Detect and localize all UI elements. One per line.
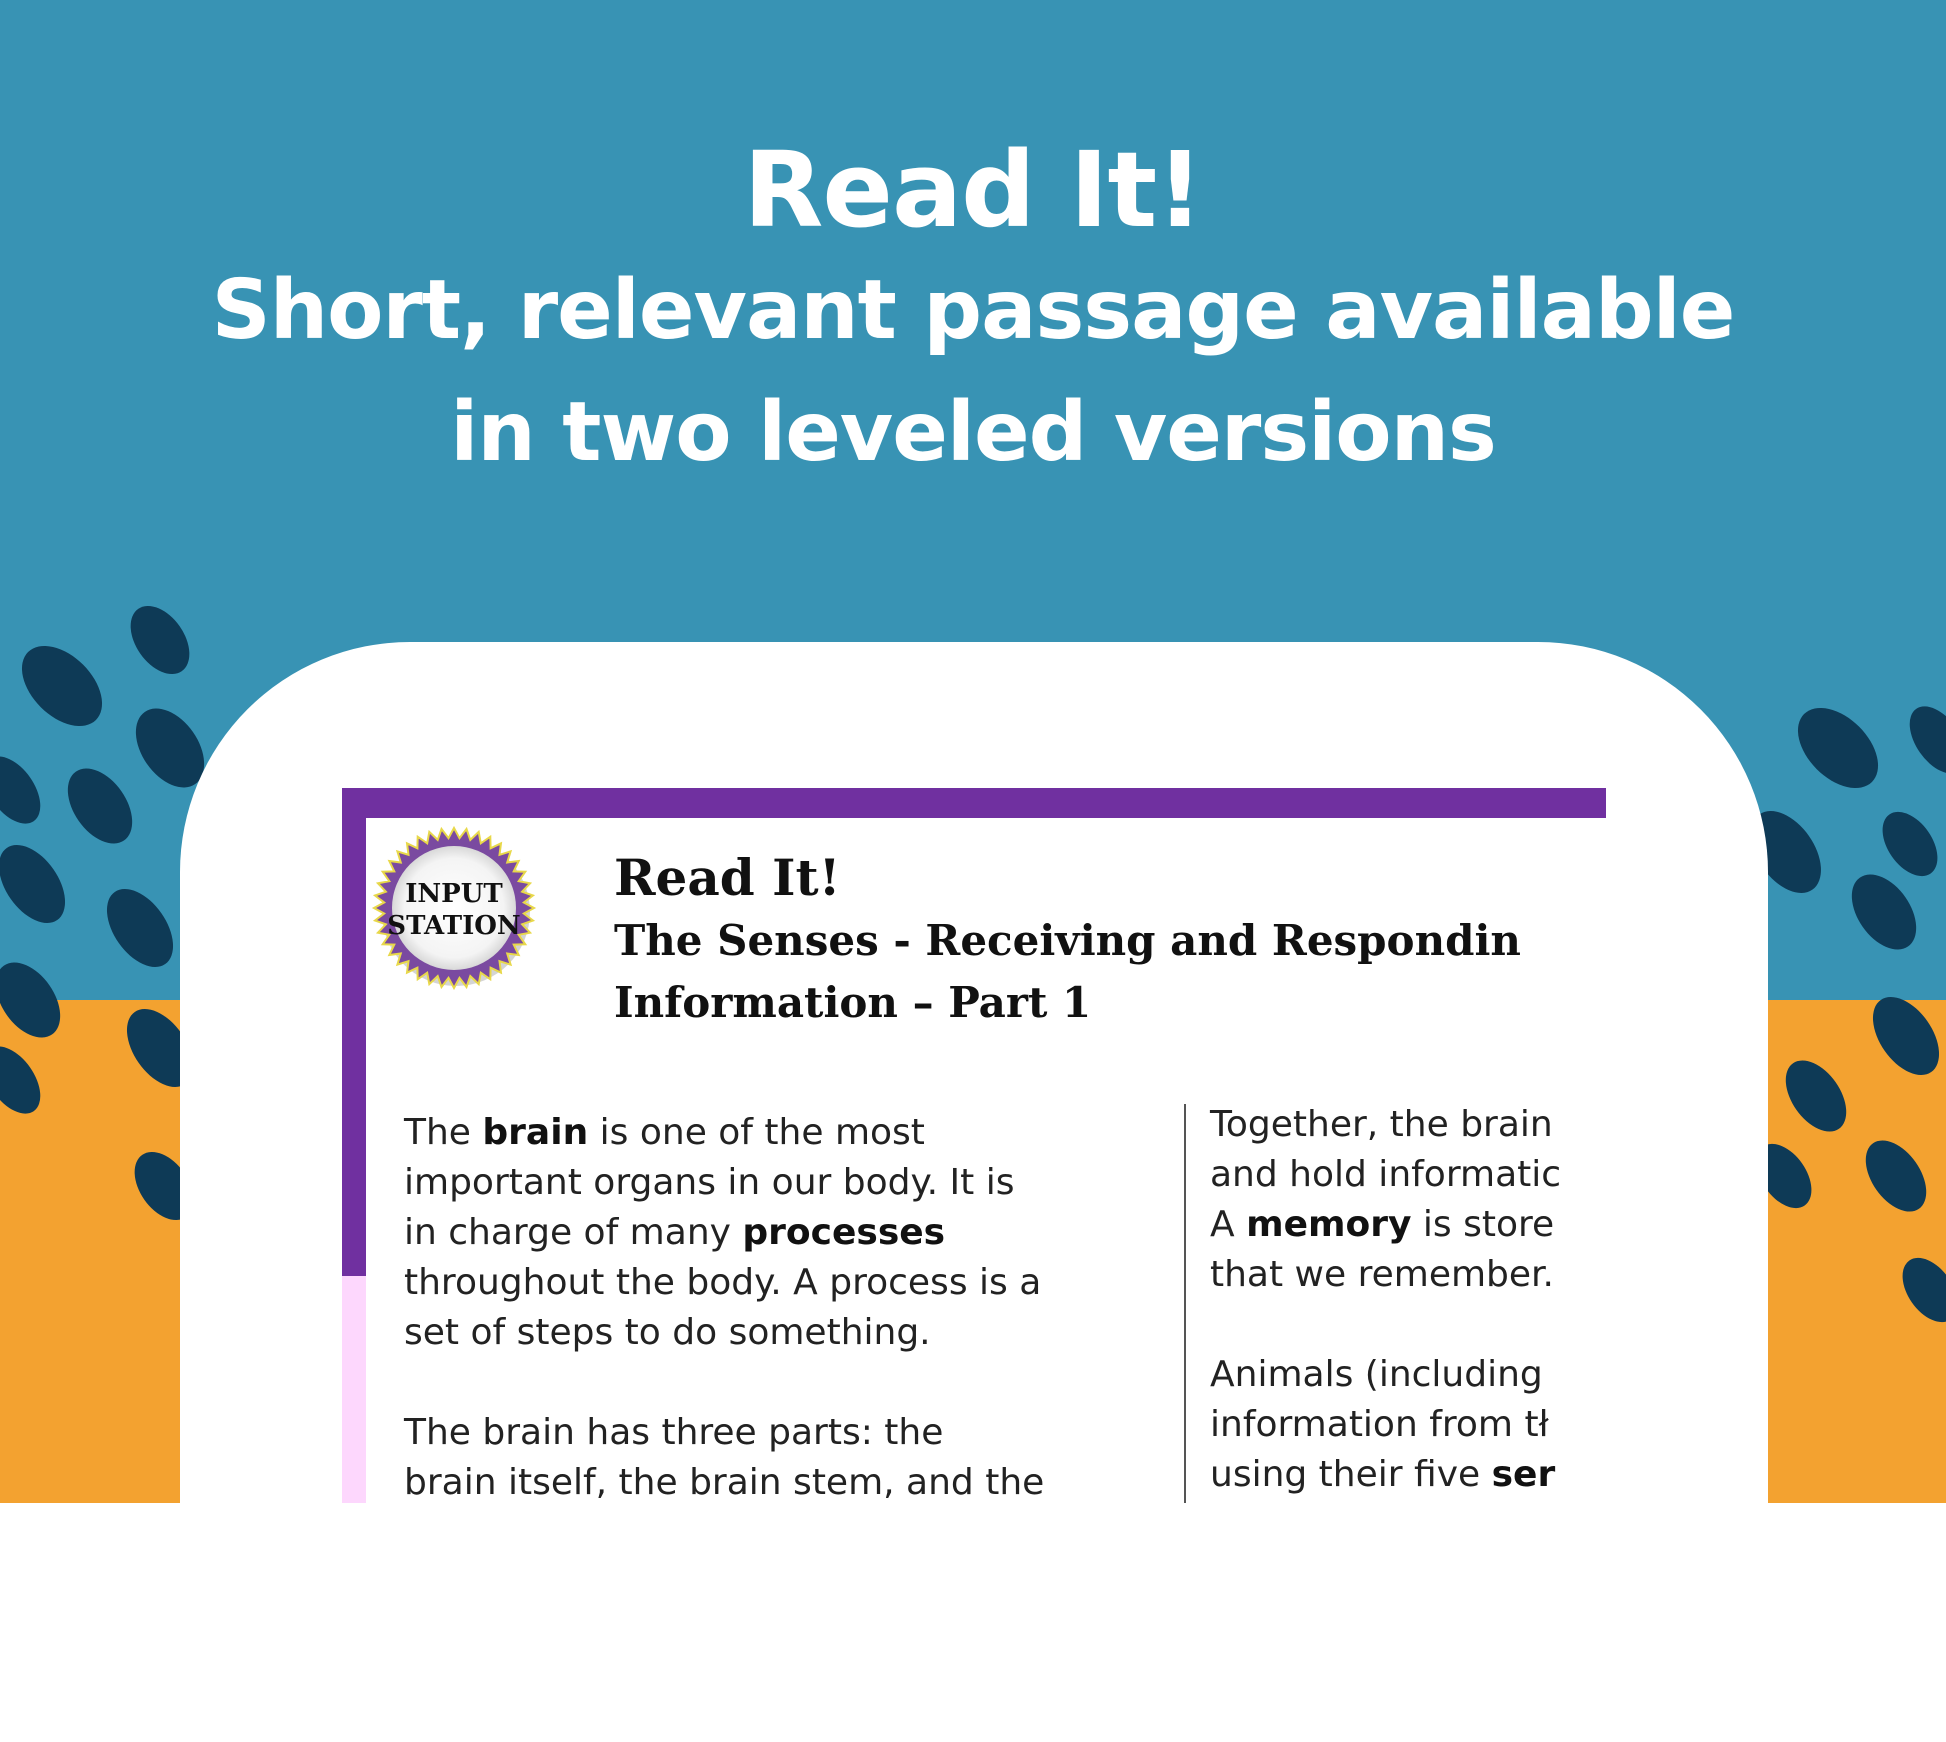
text-run: is one of the most bbox=[588, 1112, 925, 1153]
text-run: using their five bbox=[1210, 1454, 1492, 1495]
vocabulary-term: ser bbox=[1491, 1454, 1556, 1495]
passage-column-1 bbox=[404, 1108, 1144, 1503]
document-subtitle bbox=[614, 910, 1606, 1034]
text-run: A bbox=[1210, 1204, 1247, 1245]
text-run: is store bbox=[1411, 1204, 1555, 1245]
passage-column-2 bbox=[1210, 1100, 1606, 1503]
document-top-bar bbox=[342, 788, 1606, 818]
document-title: Read It! bbox=[614, 848, 841, 907]
paragraph bbox=[1210, 1100, 1606, 1300]
text-run: set of steps to do something. bbox=[404, 1312, 931, 1353]
text-run: The bbox=[404, 1112, 483, 1153]
text-run: information from tł bbox=[1210, 1404, 1549, 1445]
text-run: brain itself, the brain stem, and the bbox=[404, 1462, 1045, 1503]
column-divider bbox=[1184, 1104, 1186, 1503]
vocabulary-term: processes bbox=[742, 1212, 946, 1253]
badge-line1: INPUT bbox=[405, 879, 503, 909]
text-run: Animals (including bbox=[1210, 1354, 1543, 1395]
headline-subtitle-line2: in two leveled versions bbox=[450, 385, 1496, 480]
vocabulary-term: brain bbox=[482, 1112, 589, 1153]
paragraph bbox=[404, 1408, 1144, 1503]
worksheet-preview bbox=[342, 788, 1606, 1503]
seal-badge-icon bbox=[370, 824, 538, 992]
text-run: in charge of many bbox=[404, 1212, 743, 1253]
text-run: and hold informatic bbox=[1210, 1154, 1562, 1195]
paragraph bbox=[404, 1108, 1144, 1358]
vocabulary-term: memory bbox=[1246, 1204, 1412, 1245]
paragraph bbox=[1210, 1350, 1606, 1500]
document-subtitle-line1: The Senses - Receiving and Respondin bbox=[614, 916, 1521, 965]
text-run: Together, the brain bbox=[1210, 1104, 1553, 1145]
text-run: The brain has three parts: the bbox=[404, 1412, 944, 1453]
badge-line2: STATION bbox=[387, 911, 521, 941]
document-subtitle-line2: Information – Part 1 bbox=[614, 978, 1092, 1027]
text-run: that we remember. bbox=[1210, 1254, 1554, 1295]
headline bbox=[0, 130, 1946, 494]
text-run: throughout the body. A process is a bbox=[404, 1262, 1042, 1303]
text-run: important organs in our body. It is bbox=[404, 1162, 1015, 1203]
headline-title: Read It! bbox=[743, 129, 1203, 251]
document-left-accent bbox=[342, 1276, 366, 1503]
headline-subtitle-line1: Short, relevant passage available bbox=[211, 263, 1735, 358]
